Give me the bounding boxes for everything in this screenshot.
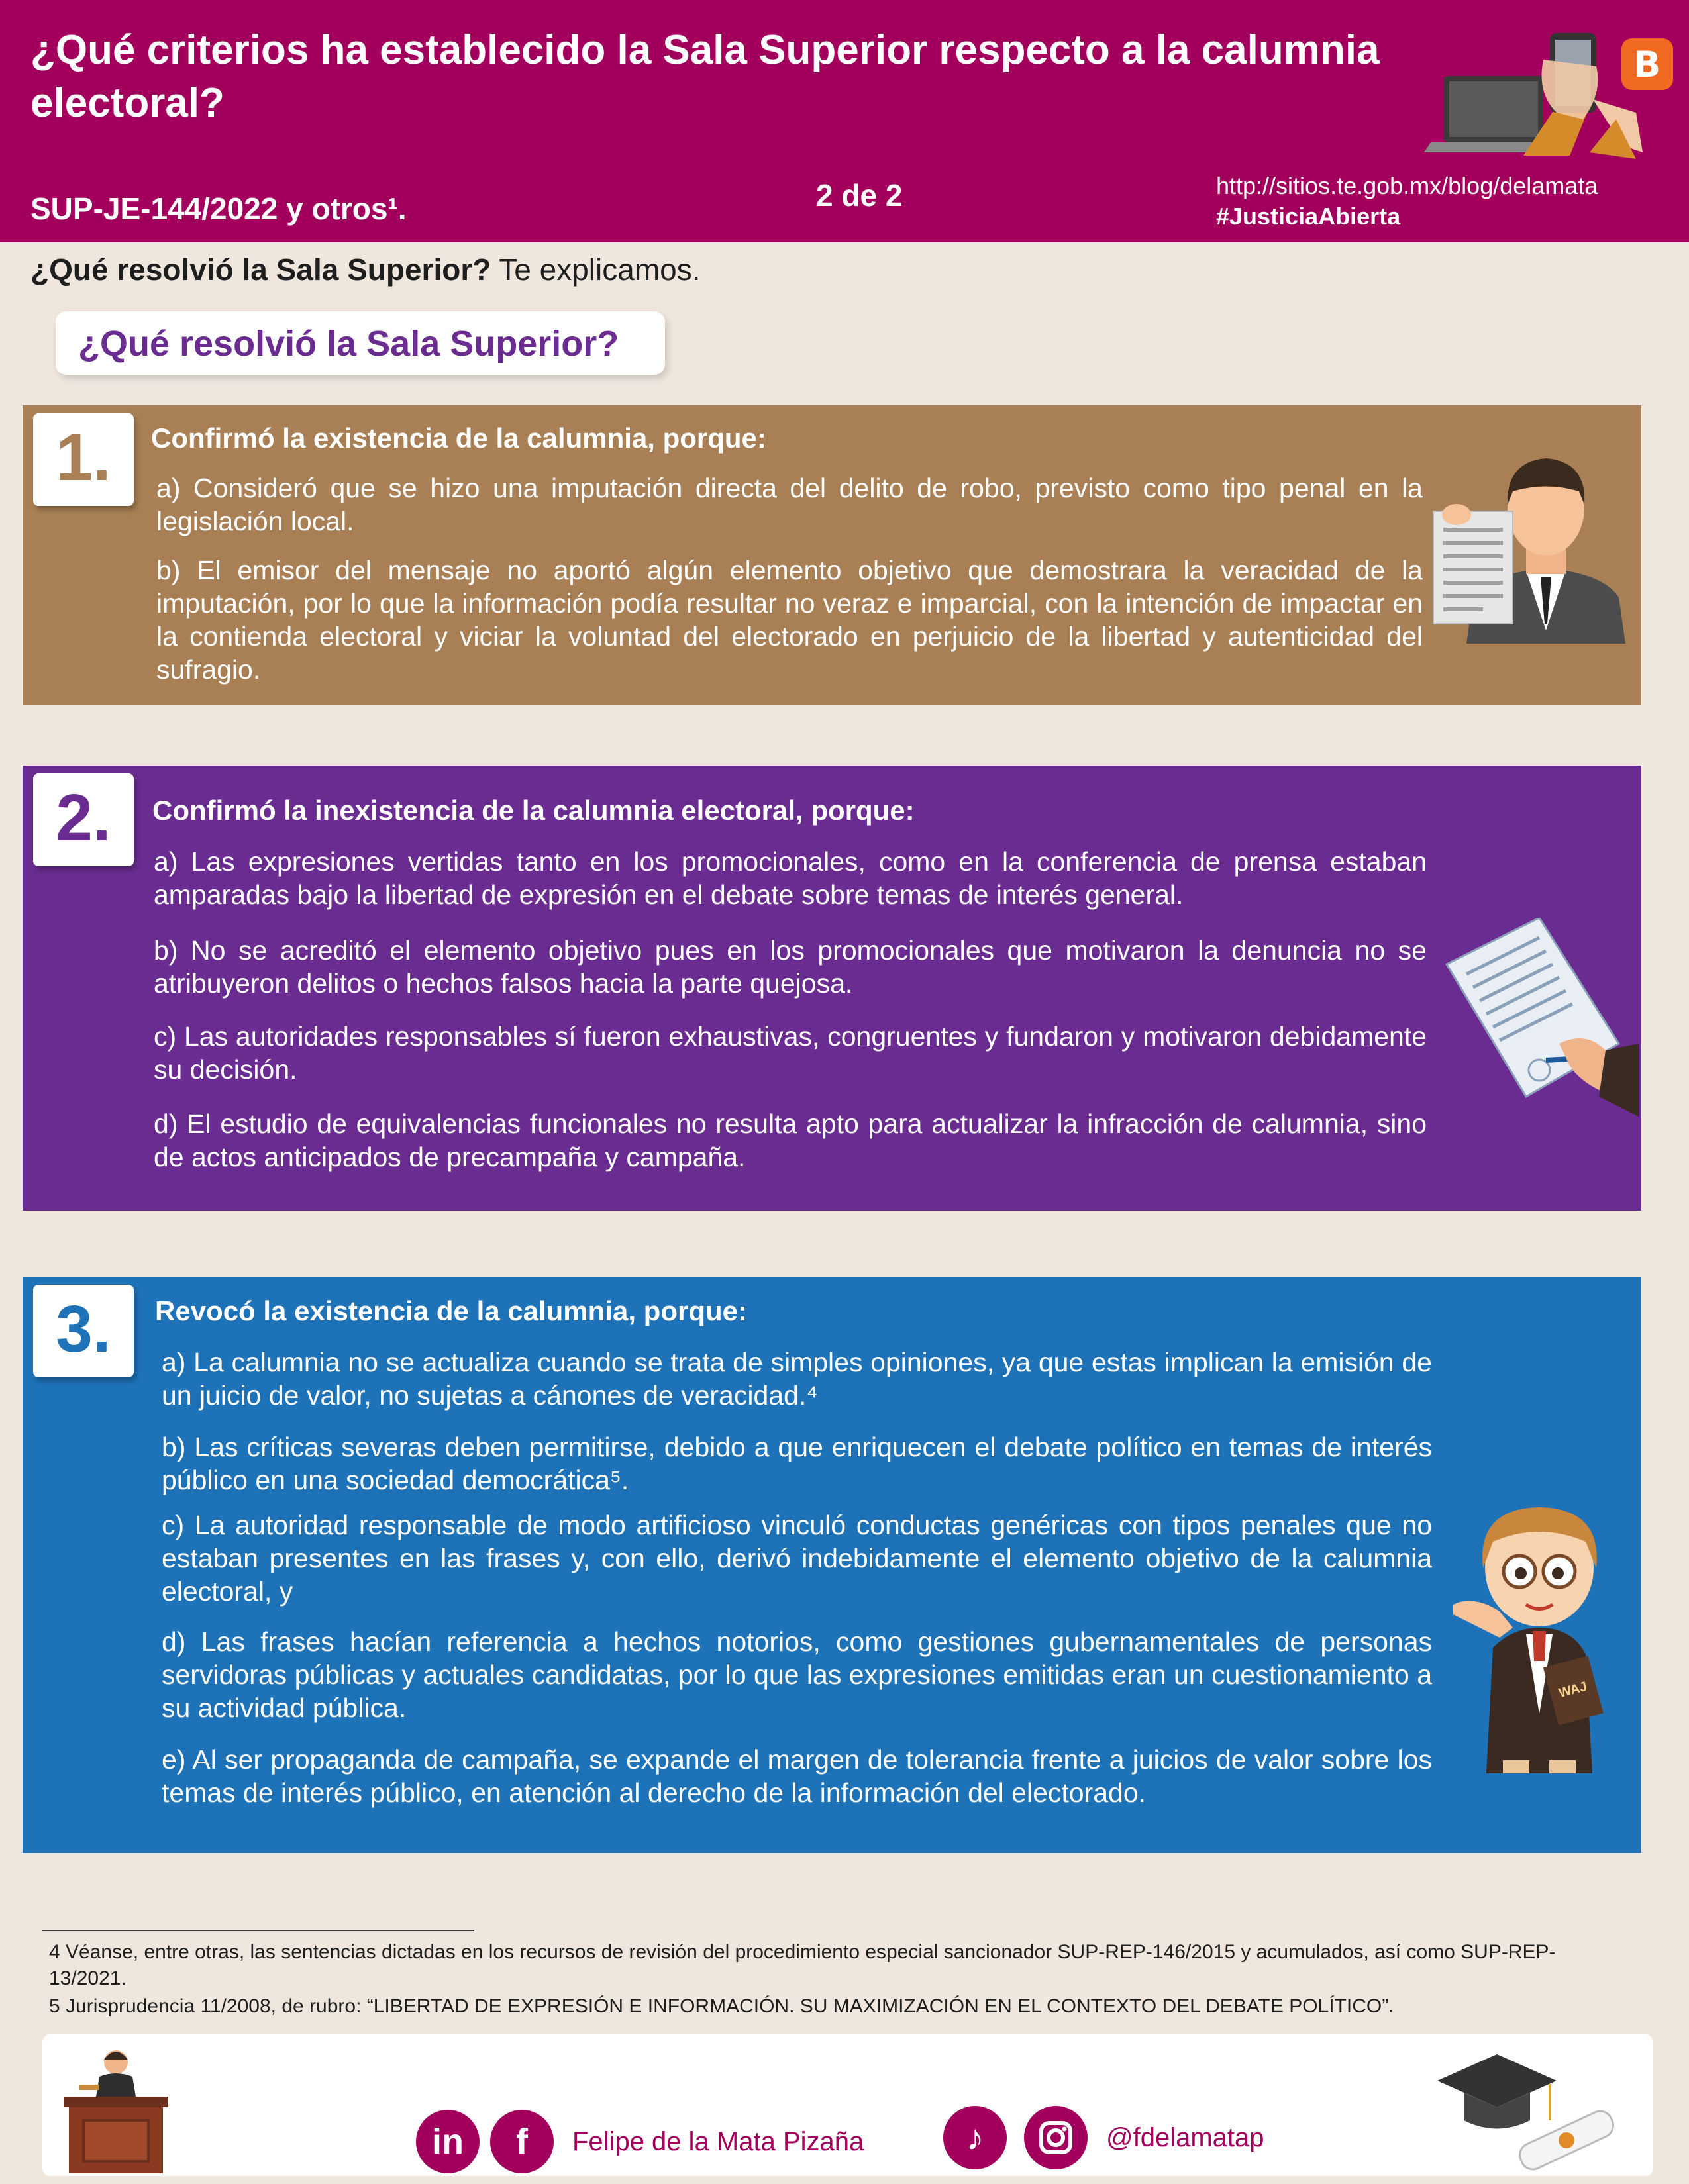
header-banner: [0, 0, 1689, 242]
facebook-icon[interactable]: f: [490, 2110, 554, 2173]
blogger-icon[interactable]: B: [1621, 38, 1673, 90]
panel-number: 3.: [56, 1292, 111, 1366]
signing-document-icon: [1440, 918, 1639, 1123]
graduation-cap-diploma-icon: [1431, 2041, 1629, 2171]
laptop-phone-illustration: [1424, 20, 1643, 166]
panel-item: c) La autoridad responsable de modo artificioso vinculó conductas genéricas con tipos penales que no estaban presentes en las frases y, con ello, derivó indebidamente el elemento objetivo de la calumnia electoral, y: [162, 1510, 1432, 1607]
panel-item: b) No se acreditó el elemento objetivo pues en los promocionales que motivaron la denuncia no se atribuyeron delitos o hechos falsos hacia la parte quejosa.: [154, 935, 1427, 999]
blog-url-link[interactable]: http://sitios.te.gob.mx/blog/delamata: [1216, 172, 1598, 199]
businessman-document-icon: [1427, 445, 1632, 644]
panel-item: d) Las frases hacían referencia a hechos notorios, como gestiones gubernamentales de personas servidoras públicas y actuales candidatas, por lo que las expresiones emitidas eran un cuestionamiento a su actividad pública.: [162, 1626, 1432, 1723]
panel-1: [23, 405, 1641, 705]
judge-character-icon: [1440, 1495, 1639, 1773]
panel-2: [23, 766, 1641, 1211]
footnote-divider: [42, 1930, 474, 1931]
section-callout: [56, 311, 665, 375]
panel-number-box: [33, 413, 134, 506]
panel-number-box: [33, 773, 134, 866]
footer-bar: [42, 2034, 1653, 2176]
panel-item: b) Las críticas severas deben permitirse, debido a que enriquecen el debate político en temas de interés público en una sociedad democrática⁵.: [162, 1432, 1432, 1495]
panel-item: b) El emisor del mensaje no aportó algún elemento objetivo que demostrara la veracidad de la imputación, por lo que la información podía resultar no veraz e imparcial, con la intención de impactar en la contienda electoral y viciar la voluntad del electorado en perjuicio de la libertad y autenticidad del sufragio.: [156, 555, 1423, 685]
panel-item: e) Al ser propaganda de campaña, se expande el margen de tolerancia frente a juicios de valor sobre los temas de interés público, en atención al derecho de la información del electorado.: [162, 1744, 1432, 1808]
panel-number: 2.: [56, 781, 111, 855]
panel-number: 1.: [56, 421, 111, 495]
panel-title: Revocó la existencia de la calumnia, porque:: [155, 1295, 747, 1326]
panel-item: a) Las expresiones vertidas tanto en los promocionales, como en la conferencia de prensa estaban amparadas bajo la libertad de expresión en el debate sobre temas de interés general.: [154, 846, 1427, 910]
footnote: 4 Véanse, entre otras, las sentencias dictadas en los recursos de revisión del procedimiento especial sancionador SUP-REP-146/2015 y acumulados, así como SUP-REP-13/2021.: [49, 1941, 1556, 1989]
tiktok-icon[interactable]: ♪: [943, 2106, 1007, 2169]
waj-book-label: WAJ: [1557, 1679, 1589, 1701]
author-name: Felipe de la Mata Pizaña: [572, 2127, 864, 2156]
callout-text: ¿Qué resolvió la Sala Superior?: [78, 324, 619, 364]
page-indicator: 2 de 2: [816, 178, 903, 213]
panel-item: d) El estudio de equivalencias funcionales no resulta apto para actualizar la infracción de calumnia, sino de actos anticipados de precampaña y campaña.: [154, 1109, 1427, 1172]
judge-podium-icon: [60, 2044, 172, 2173]
hashtag: #JusticiaAbierta: [1216, 203, 1401, 230]
intro-question: ¿Qué resolvió la Sala Superior?: [30, 252, 491, 287]
social-handle: @fdelamatap: [1106, 2123, 1264, 2152]
panel-item: a) Consideró que se hizo una imputación directa del delito de robo, previsto como tipo penal en la legislación local.: [156, 473, 1423, 536]
panel-item: a) La calumnia no se actualiza cuando se trata de simples opiniones, ya que estas implican la emisión de un juicio de valor, no sujetas a cánones de veracidad.⁴: [162, 1347, 1432, 1411]
instagram-icon[interactable]: [1024, 2106, 1088, 2169]
panel-title: Confirmó la existencia de la calumnia, porque:: [151, 422, 766, 454]
footnote: 5 Jurisprudencia 11/2008, de rubro: “LIBERTAD DE EXPRESIÓN E INFORMACIÓN. SU MAXIMIZACIÓN EN EL CONTEXTO DEL DEBATE POLÍTICO”.: [49, 1995, 1394, 2017]
page-title: ¿Qué criterios ha establecido la Sala Superior respecto a la calumnia electoral?: [30, 27, 1380, 126]
panel-title: Confirmó la inexistencia de la calumnia electoral, porque:: [152, 795, 915, 826]
case-number: SUP-JE-144/2022 y otros¹.: [30, 191, 407, 226]
intro-text: Te explicamos.: [491, 252, 701, 287]
intro-line: [30, 252, 701, 287]
panel-number-box: [33, 1285, 134, 1377]
panel-item: c) Las autoridades responsables sí fueron exhaustivas, congruentes y fundaron y motivaron debidamente su decisión.: [154, 1021, 1427, 1085]
panel-3: [23, 1277, 1641, 1853]
linkedin-icon[interactable]: in: [416, 2110, 480, 2173]
